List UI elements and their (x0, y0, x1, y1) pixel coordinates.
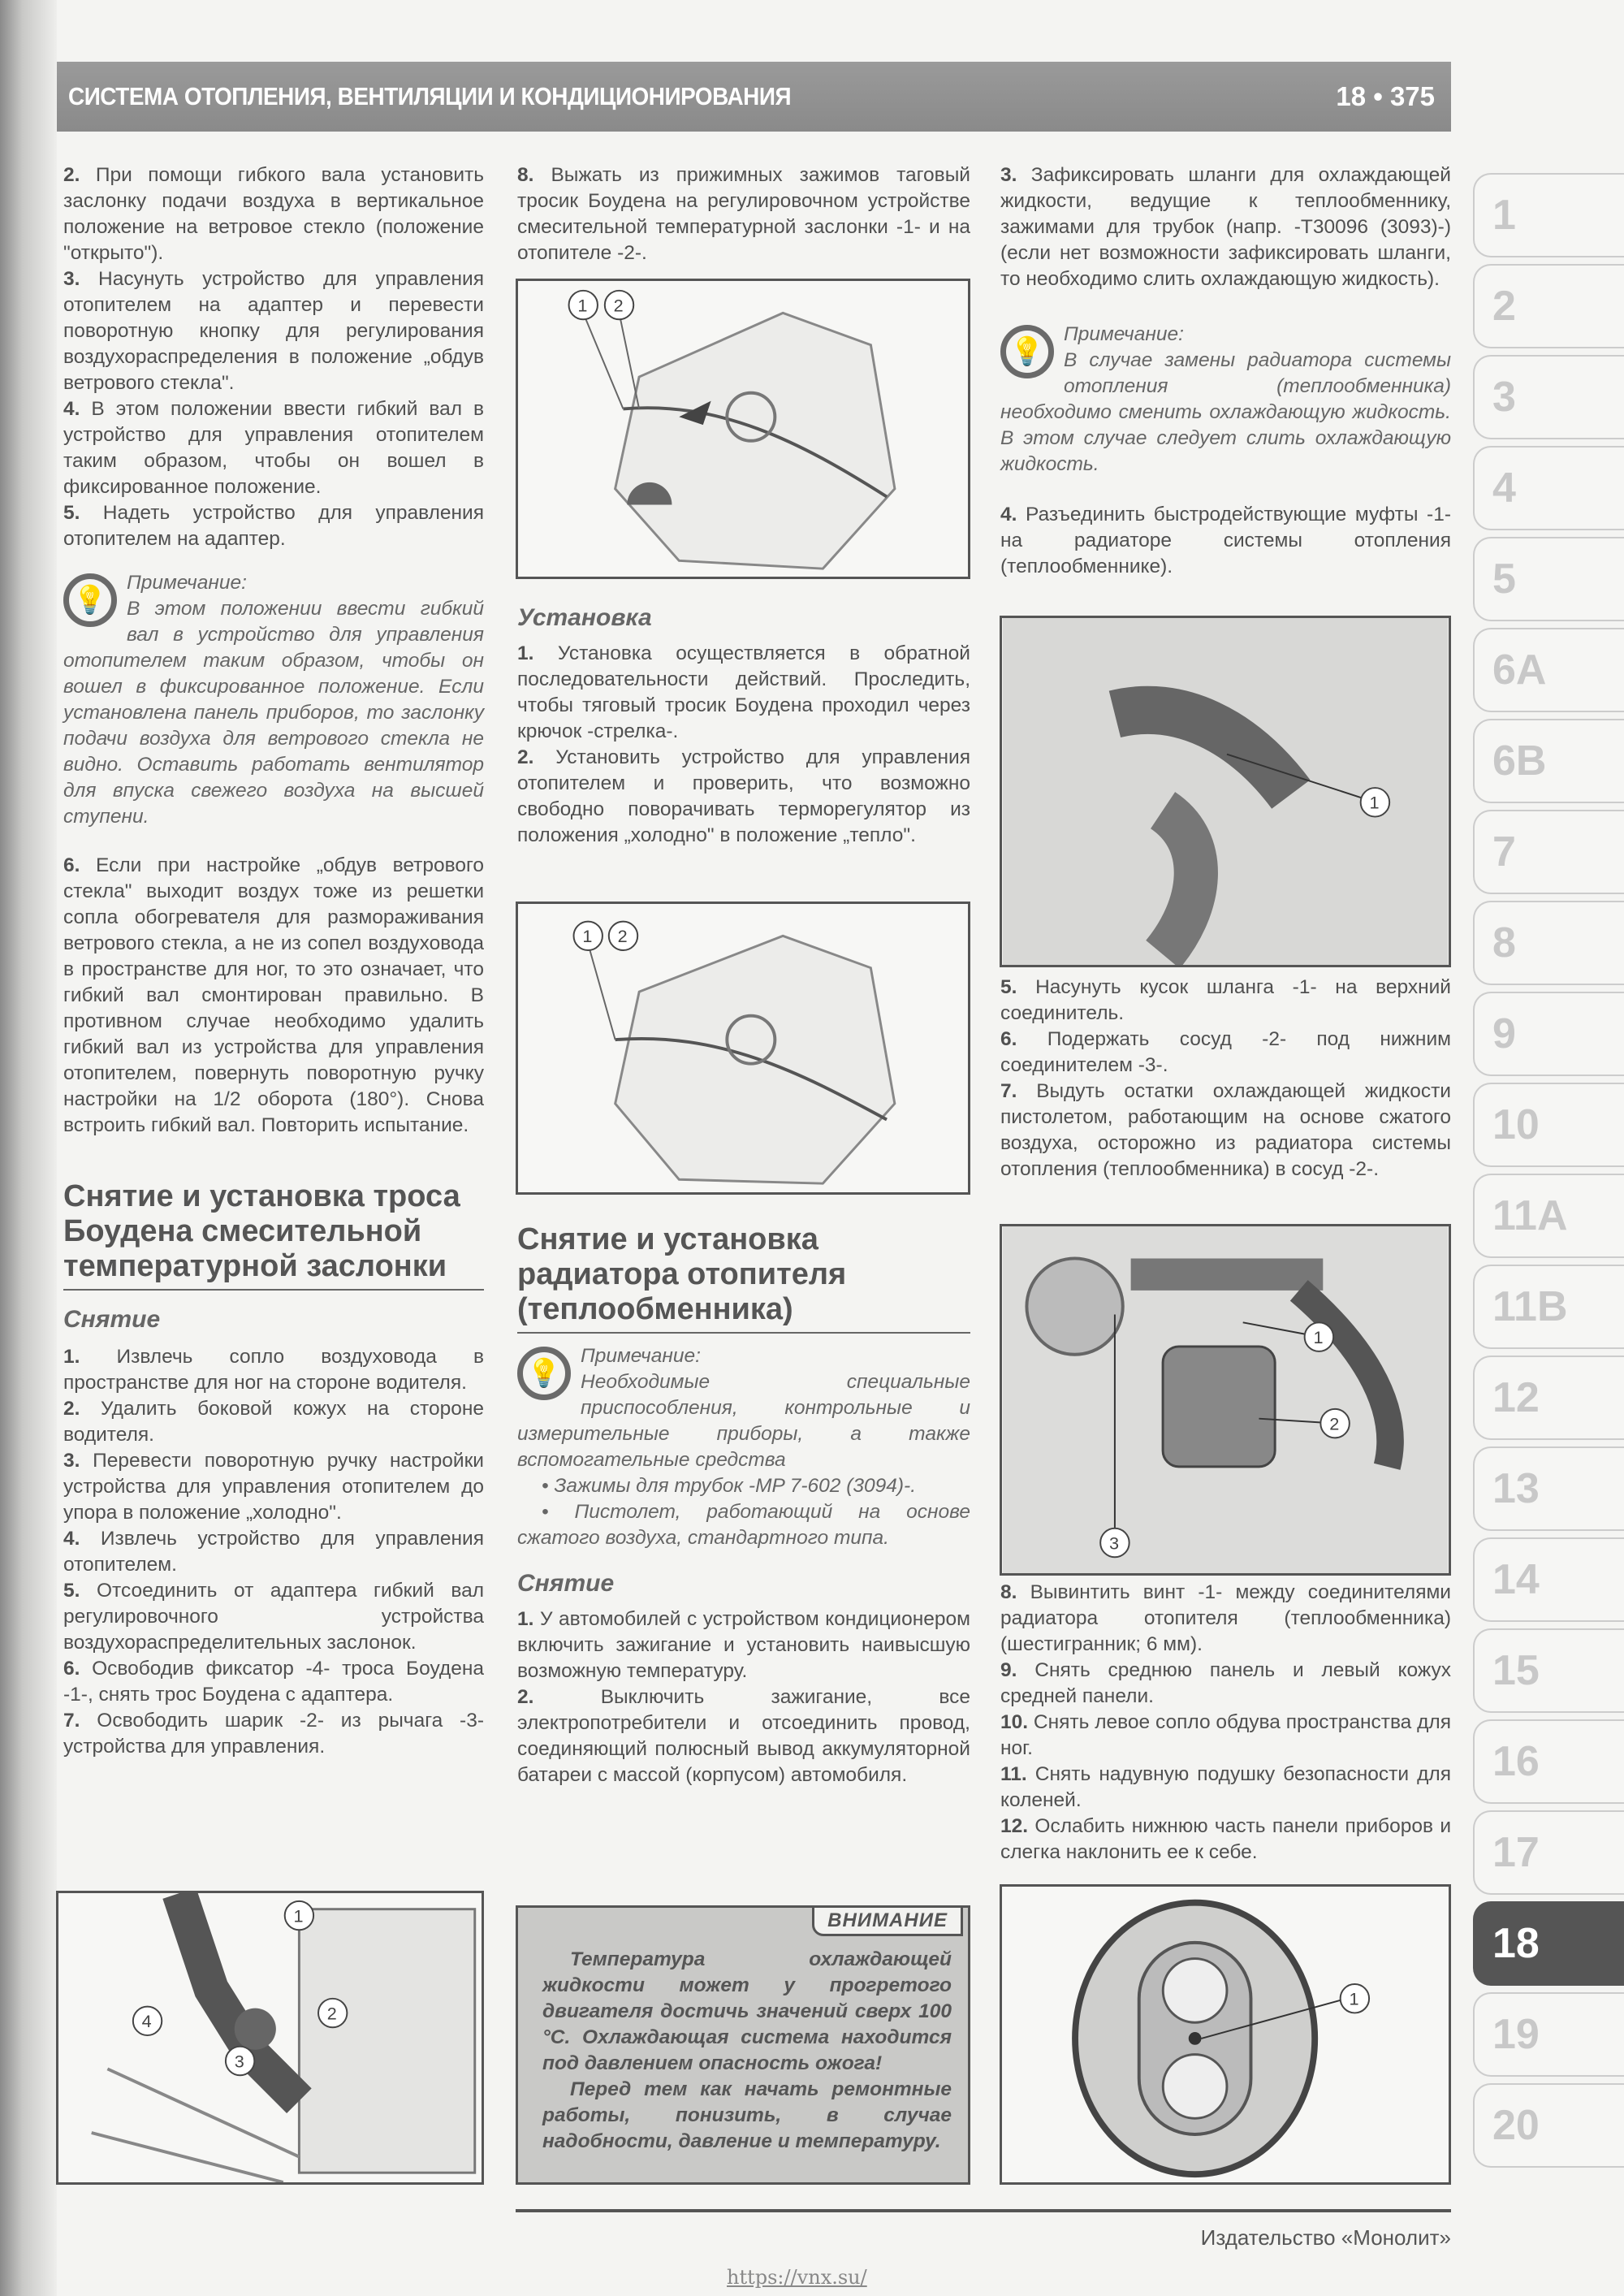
chapter-tab-17[interactable]: 17 (1473, 1810, 1624, 1895)
step-item (63, 1396, 484, 1448)
step-text: Перевести поворотную ручку настройки устройства для управления отопителем до упора в положение „холодно". (63, 1450, 484, 1524)
note-block (1000, 322, 1451, 478)
svg-text:2: 2 (613, 295, 624, 316)
step-item (517, 641, 970, 745)
step-number: 3. (63, 268, 80, 290)
chapter-tab-15[interactable]: 15 (1473, 1628, 1624, 1713)
step-number: 2. (63, 1398, 80, 1420)
step-3 (1000, 162, 1451, 292)
step-number: 2. (517, 746, 534, 768)
callout-1 (1305, 1322, 1334, 1351)
step-text: Насунуть устройство для управления отопителем на адаптер и перевести поворотную кнопку для регулирования воздухораспределения в положение „обдув ветрового стекла". (63, 268, 484, 394)
step-item (1000, 1079, 1451, 1183)
callout-2 (1320, 1409, 1350, 1438)
right-column-mid (1000, 975, 1451, 1183)
figure-illustration (1002, 618, 1449, 965)
step-number: 6. (63, 1658, 80, 1680)
step-number: 7. (63, 1710, 80, 1732)
chapter-tab-11a[interactable]: 11A (1473, 1174, 1624, 1258)
step-item (517, 745, 970, 849)
step-item (63, 396, 484, 500)
figure-heater-unit-2 (516, 902, 970, 1195)
svg-text:1: 1 (293, 1905, 304, 1926)
step-number: 5. (1000, 976, 1017, 998)
step-text: Выдуть остатки охлаждающей жидкости пистолетом, работающим на основе сжатого воздуха, осторожно из радиатора системы отопления (теплообменника) в сосуд -2-. (1000, 1080, 1451, 1180)
chapter-tab-5[interactable]: 5 (1473, 537, 1624, 621)
chapter-tab-16[interactable]: 16 (1473, 1719, 1624, 1804)
callout-3 (1100, 1529, 1129, 1558)
warning-text: Перед тем как начать ремонтные работы, понизить, в случае надобности, давление и температуру. (542, 2078, 952, 2152)
step-number: 2. (63, 164, 80, 186)
page-number: 18 • 375 (1336, 81, 1435, 111)
section-heading: Снятие и установка радиатора отопителя (теплообменника) (517, 1222, 970, 1334)
bullet-text: Пистолет, работающий на основе сжатого воздуха, стандартного типа. (517, 1501, 970, 1549)
step-text: Насунуть кусок шланга -1- на верхний соединитель. (1000, 976, 1451, 1024)
chapter-tab-20[interactable]: 20 (1473, 2083, 1624, 2168)
chapter-header (57, 62, 1451, 132)
figure-draining-coolant (1000, 1224, 1451, 1576)
chapter-tab-11b[interactable]: 11B (1473, 1265, 1624, 1349)
step-item (63, 500, 484, 552)
step-text: Выключить зажигание, все электропотребители и отсоединить провод, соединяющий полюсный вывод аккумуляторной батареи с массой (корпусом) автомобиля. (517, 1686, 970, 1786)
figure-illustration (518, 281, 968, 577)
step-number: 7. (1000, 1080, 1017, 1102)
callout-1 (569, 291, 598, 319)
step-item (517, 1684, 970, 1788)
chapter-tab-6b[interactable]: 6B (1473, 719, 1624, 803)
step-6 (63, 853, 484, 1139)
steps-list (1000, 1580, 1451, 1866)
step-text: Извлечь сопло воздуховода в пространстве для ног на стороне водителя. (63, 1346, 484, 1394)
middle-column-top (517, 162, 970, 266)
step-number: 6. (1000, 1028, 1017, 1050)
step-number: 5. (63, 1580, 80, 1602)
chapter-tab-1[interactable]: 1 (1473, 173, 1624, 257)
steps-list (1000, 975, 1451, 1183)
step-text: Вывинтить винт -1- между соединителями радиатора отопителя (теплообменника) (шестигранник; 6 мм). (1000, 1581, 1451, 1655)
lightbulb-icon: 💡 (517, 1347, 571, 1400)
chapter-tab-8[interactable]: 8 (1473, 901, 1624, 985)
step-number: 9. (1000, 1659, 1017, 1681)
note-bullet: • Пистолет, работающий на основе сжатого воздуха, стандартного типа. (517, 1501, 970, 1549)
step-item (1000, 1658, 1451, 1710)
note-label: Примечание: (1064, 323, 1184, 345)
figure-illustration (1002, 1887, 1449, 2182)
chapter-tab-10[interactable]: 10 (1473, 1083, 1624, 1167)
callout-1 (285, 1901, 313, 1930)
step-8 (517, 162, 970, 266)
step-number: 4. (63, 398, 80, 420)
step-text: Извлечь устройство для управления отопителем. (63, 1528, 484, 1576)
step-item (63, 1344, 484, 1396)
step-4 (1000, 502, 1451, 580)
steps-list (63, 1344, 484, 1760)
step-item (63, 162, 484, 266)
figure-heater-unit-1 (516, 279, 970, 579)
callout-3 (226, 2047, 254, 2075)
right-column-top (1000, 162, 1451, 580)
step-text: Освободить шарик -2- из рычага -3- устройства для управления. (63, 1710, 484, 1758)
step-item (63, 1708, 484, 1760)
left-column (63, 162, 484, 1760)
chapter-tab-2[interactable]: 2 (1473, 264, 1624, 348)
step-item (1000, 975, 1451, 1027)
subheading-removal: Снятие (517, 1570, 615, 1597)
step-text: Отсоединить от адаптера гибкий вал регулировочного устройства воздухораспределительных заслонок. (63, 1580, 484, 1654)
figure-bowden-cable-adapter (56, 1891, 484, 2185)
chapter-tab-6a[interactable]: 6A (1473, 628, 1624, 712)
callout-1 (1341, 1984, 1369, 2013)
figure-illustration (1002, 1226, 1449, 1573)
steps-list (517, 641, 970, 849)
step-number: 1. (517, 1608, 534, 1630)
step-text: Ослабить нижнюю часть панели приборов и слегка наклонить ее к себе. (1000, 1815, 1451, 1863)
publisher-name: Издательство «Монолит» (1200, 2225, 1451, 2250)
callout-2 (605, 291, 633, 319)
callout-1 (574, 922, 603, 950)
svg-text:2: 2 (617, 926, 628, 947)
step-number: 12. (1000, 1815, 1029, 1837)
step-item (1000, 1762, 1451, 1814)
step-item (1000, 1814, 1451, 1866)
step-text: Установить устройство для управления отопителем и проверить, что возможно свободно поворачивать терморегулятор из положения „холодно" в положение „тепло". (517, 746, 971, 846)
chapter-tab-4[interactable]: 4 (1473, 446, 1624, 530)
step-text: Снять левое сопло обдува пространства для ног. (1000, 1711, 1451, 1759)
step-number: 1. (63, 1346, 80, 1368)
step-number: 10. (1000, 1711, 1029, 1733)
callout-4 (133, 2007, 162, 2035)
callout-1 (1361, 788, 1390, 817)
book-spine-shadow (0, 0, 57, 2296)
step-text: У автомобилей с устройством кондиционером включить зажигание и установить наивысшую возможную температуру. (517, 1608, 970, 1682)
note-block (63, 570, 484, 830)
figure-illustration (518, 904, 968, 1192)
step-number: 4. (63, 1528, 80, 1550)
warning-text: Температура охлаждающей жидкости может у прогретого двигателя достичь значений сверх 100 °С. Охлаждающая система находится под давлением опасность ожога! (542, 1948, 952, 2074)
step-number: 3. (1000, 164, 1017, 186)
svg-text:1: 1 (1369, 792, 1380, 813)
section-heading: Снятие и установка троса Боудена смесительной температурной заслонки (63, 1179, 484, 1291)
step-item (1000, 1580, 1451, 1658)
bullet-text: Зажимы для трубок -MP 7-602 (3094)-. (554, 1475, 916, 1497)
step-text: Снять надувную подушку безопасности для коленей. (1000, 1763, 1451, 1811)
svg-text:1: 1 (1313, 1326, 1324, 1347)
chapter-tab-3[interactable]: 3 (1473, 355, 1624, 439)
svg-text:2: 2 (1329, 1413, 1340, 1434)
figure-heat-exchanger-screw (1000, 1884, 1451, 2185)
footer-divider (516, 2209, 1451, 2212)
svg-text:1: 1 (582, 926, 593, 947)
step-text: Разъединить быстродействующие муфты -1- на радиаторе системы отопления (теплообменнике). (1000, 504, 1451, 577)
note-label: Примечание: (581, 1345, 701, 1367)
note-text: В этом положении ввести гибкий вал в устройство для управления отопителем таким образом, чтобы он вошел в фиксированное положение. Если установлена панель приборов, то заслонку подачи воздуха для ветрового стекла не видно. Оставить работать вентилятор для впуска свежего воздуха на высшей ступени. (63, 598, 484, 828)
svg-text:1: 1 (577, 295, 588, 316)
step-number: 6. (63, 854, 80, 876)
middle-install (517, 605, 970, 849)
svg-text:2: 2 (326, 2003, 337, 2024)
step-text: При помощи гибкого вала установить заслонку подачи воздуха в вертикальное положение на ветровое стекло (положение "открыто"). (63, 164, 485, 264)
chapter-tab-18[interactable]: 18 (1473, 1901, 1624, 1986)
source-url-link[interactable]: https://vnx.su/ (727, 2266, 867, 2289)
subheading-install: Установка (517, 604, 652, 631)
step-item (63, 266, 484, 396)
note-block (517, 1343, 970, 1551)
note-text: Необходимые специальные приспособления, контрольные и измерительные приборы, а также вспомогательные средства (517, 1371, 970, 1471)
step-text: Удалить боковой кожух на стороне водителя. (63, 1398, 484, 1446)
step-number: 11. (1000, 1763, 1027, 1785)
right-column-bottom (1000, 1580, 1451, 1866)
lightbulb-icon: 💡 (63, 573, 117, 627)
step-item (1000, 1027, 1451, 1079)
subheading-removal: Снятие (63, 1306, 161, 1333)
chapter-tab-19[interactable]: 19 (1473, 1992, 1624, 2077)
chapter-tab-13[interactable]: 13 (1473, 1446, 1624, 1531)
step-number: 2. (517, 1686, 534, 1708)
chapter-tab-14[interactable]: 14 (1473, 1537, 1624, 1622)
chapter-title: СИСТЕМА ОТОПЛЕНИЯ, ВЕНТИЛЯЦИИ И КОНДИЦИОНИРОВАНИЯ (68, 82, 792, 110)
step-item (63, 1526, 484, 1578)
step-item (1000, 1710, 1451, 1762)
steps-list (517, 1606, 970, 1788)
lightbulb-icon: 💡 (1000, 325, 1054, 378)
step-number: 8. (517, 164, 534, 186)
svg-text:3: 3 (1109, 1533, 1120, 1554)
step-text: Подержать сосуд -2- под нижним соединителем -3-. (1000, 1028, 1451, 1076)
chapter-tabs (1473, 173, 1624, 2174)
step-item (63, 1448, 484, 1526)
step-number: 8. (1000, 1581, 1017, 1603)
figure-illustration (58, 1893, 482, 2182)
callout-2 (609, 922, 637, 950)
step-number: 1. (517, 642, 534, 664)
warning-box (516, 1905, 970, 2185)
middle-radiator-section (517, 1222, 970, 1788)
step-text: Установка осуществляется в обратной последовательности действий. Проследить, чтобы тяговый тросик Боудена проходил через крючок -стрелка-. (517, 642, 970, 742)
warning-label: ВНИМАНИЕ (812, 1905, 963, 1936)
step-number: 3. (63, 1450, 80, 1472)
step-item (63, 1578, 484, 1656)
svg-text:1: 1 (1349, 1988, 1359, 2009)
svg-text:4: 4 (141, 2011, 152, 2032)
note-text: В случае замены радиатора системы отопления (теплообменника) необходимо сменить охлаждающую жидкость. В этом случае следует слить охлаждающую жидкость. (1000, 349, 1451, 475)
step-text: Надеть устройство для управления отопителем на адаптер. (63, 502, 484, 550)
step-text: Если при настройке „обдув ветрового стекла" выходит воздух тоже из решетки сопла обогревателя для размораживания ветрового стекла, а не из сопел воздуховода в пространстве для ног, то это означает, что гибкий вал смонтирован правильно. В противном случае необходимо удалить гибкий вал из устройства для управления отопителем, повернуть поворотную ручку настройки на 1/2 оборота (180°). Снова встроить гибкий вал. Повторить испытание. (63, 854, 484, 1136)
step-text: В этом положении ввести гибкий вал в устройство для управления отопителем таким образом, чтобы он вошел в фиксированное положение. (63, 398, 485, 498)
note-bullet: • Зажимы для трубок -MP 7-602 (3094)-. (542, 1475, 916, 1497)
step-text: Выжать из прижимных зажимов таговый тросик Боудена на регулировочном устройстве смесительной температурной заслонки -1- и на отопителе -2-. (517, 164, 970, 264)
chapter-tab-7[interactable]: 7 (1473, 810, 1624, 894)
figure-quick-couplings (1000, 616, 1451, 967)
step-item (517, 1606, 970, 1684)
step-text: Освободив фиксатор -4- троса Боудена -1-, снять трос Боудена с адаптера. (63, 1658, 485, 1706)
note-label: Примечание: (127, 572, 247, 594)
chapter-tab-12[interactable]: 12 (1473, 1356, 1624, 1440)
svg-text:3: 3 (234, 2051, 244, 2072)
step-text: Снять среднюю панель и левый кожух средней панели. (1000, 1659, 1451, 1707)
step-number: 5. (63, 502, 80, 524)
chapter-tab-9[interactable]: 9 (1473, 992, 1624, 1076)
callout-2 (318, 1999, 347, 2027)
step-number: 4. (1000, 504, 1017, 525)
steps-list (63, 162, 484, 552)
step-text: Зафиксировать шланги для охлаждающей жидкости, ведущие к теплообменнику, зажимами для трубок (напр. -T30096 (3093)-) (если нет возможности зафиксировать шланги, то необходимо слить охлаждающую жидкость). (1000, 164, 1451, 290)
step-item (63, 1656, 484, 1708)
